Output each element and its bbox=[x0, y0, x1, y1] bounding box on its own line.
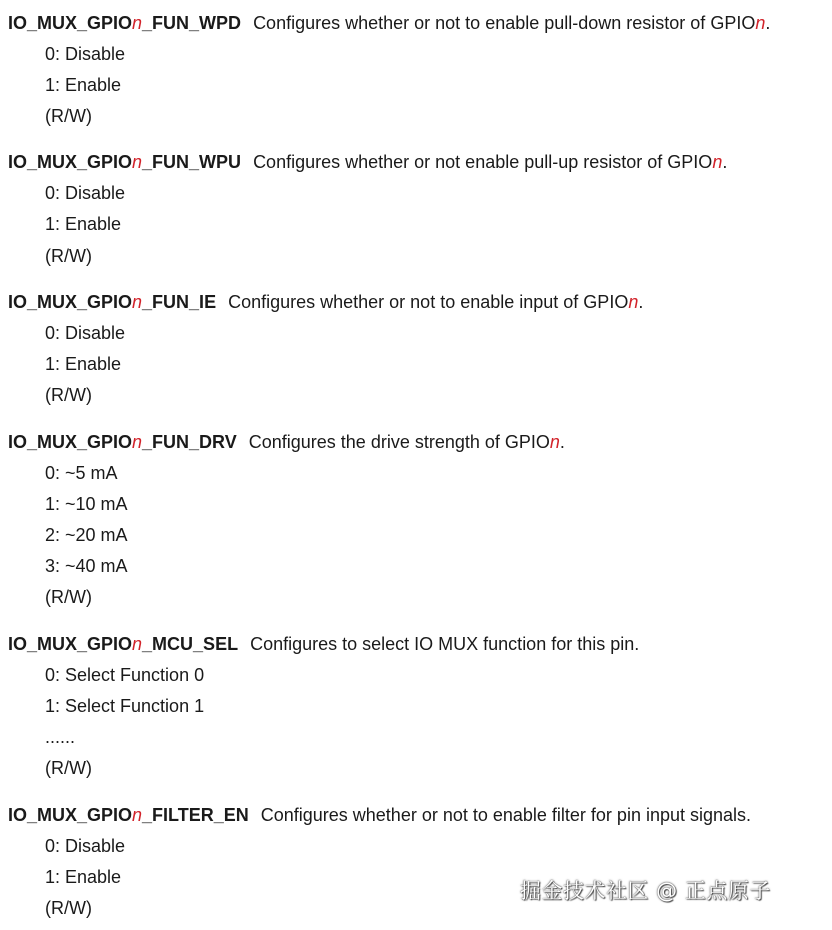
description-text: Configures whether or not to enable input of GPIO bbox=[228, 292, 629, 312]
field-name bbox=[8, 634, 238, 654]
field-name bbox=[8, 432, 237, 452]
field-name-suffix: _FUN_DRV bbox=[142, 432, 237, 452]
field-mcu-sel bbox=[8, 632, 639, 656]
description-n: n bbox=[549, 432, 560, 452]
field-value-line: 1: ~10 mA bbox=[45, 494, 128, 514]
field-fun-wpu bbox=[8, 150, 727, 174]
field-access-mode: (R/W) bbox=[45, 587, 92, 607]
field-fun-wpd bbox=[8, 11, 770, 35]
field-description bbox=[253, 152, 727, 172]
field-access-mode: (R/W) bbox=[45, 246, 92, 266]
field-value-line: 1: Enable bbox=[45, 214, 122, 234]
field-description bbox=[261, 805, 751, 825]
field-name bbox=[8, 13, 241, 33]
description-n: n bbox=[755, 13, 766, 33]
field-name-suffix: _FUN_WPU bbox=[142, 152, 242, 172]
field-header bbox=[8, 11, 770, 35]
watermark: 掘金技术社区 @ 正点原子 bbox=[520, 879, 771, 903]
field-name-n: n bbox=[132, 432, 143, 452]
description-end: . bbox=[722, 152, 728, 172]
field-name-n: n bbox=[132, 13, 143, 33]
field-name-suffix: _FUN_IE bbox=[142, 292, 217, 312]
field-description bbox=[249, 432, 565, 452]
field-value-line: 1: Enable bbox=[45, 867, 122, 887]
field-value-line: 0: Disable bbox=[45, 44, 126, 64]
description-end: . bbox=[765, 13, 771, 33]
field-value-line: 0: Disable bbox=[45, 323, 126, 343]
field-header bbox=[8, 150, 727, 174]
field-name-prefix: IO_MUX_GPIO bbox=[8, 152, 133, 172]
description-text: Configures whether or not to enable pull-down resistor of GPIO bbox=[253, 13, 756, 33]
description-text: Configures the drive strength of GPIO bbox=[248, 432, 550, 452]
description-n: n bbox=[712, 152, 723, 172]
field-name-prefix: IO_MUX_GPIO bbox=[8, 805, 133, 825]
field-value-line: 3: ~40 mA bbox=[45, 556, 128, 576]
field-filter-en bbox=[8, 803, 751, 827]
field-value-line: 1: Enable bbox=[45, 75, 122, 95]
field-name-prefix: IO_MUX_GPIO bbox=[8, 292, 133, 312]
description-end: . bbox=[559, 432, 565, 452]
field-name-prefix: IO_MUX_GPIO bbox=[8, 634, 133, 654]
field-value-line: 1: Select Function 1 bbox=[45, 696, 205, 716]
description-text: Configures whether or not enable pull-up resistor of GPIO bbox=[253, 152, 713, 172]
field-header bbox=[8, 430, 565, 454]
field-header bbox=[8, 290, 643, 314]
field-name-suffix: _FUN_WPD bbox=[142, 13, 242, 33]
field-fun-ie bbox=[8, 290, 643, 314]
field-access-mode: (R/W) bbox=[45, 898, 92, 918]
field-name-prefix: IO_MUX_GPIO bbox=[8, 432, 133, 452]
description-text: Configures whether or not to enable filter for pin input signals. bbox=[260, 805, 752, 825]
field-value-line: 0: Select Function 0 bbox=[45, 665, 205, 685]
field-access-mode: (R/W) bbox=[45, 106, 92, 126]
field-fun-drv bbox=[8, 430, 565, 454]
field-access-mode: (R/W) bbox=[45, 385, 92, 405]
field-name-suffix: _FILTER_EN bbox=[142, 805, 249, 825]
description-end: . bbox=[638, 292, 644, 312]
field-header bbox=[8, 803, 751, 827]
field-value-line: 2: ~20 mA bbox=[45, 525, 128, 545]
field-value-line: 0: Disable bbox=[45, 183, 126, 203]
field-name bbox=[8, 805, 249, 825]
field-name bbox=[8, 292, 216, 312]
field-name-n: n bbox=[132, 292, 143, 312]
field-value-line: 0: ~5 mA bbox=[45, 463, 118, 483]
field-header bbox=[8, 632, 639, 656]
field-name-n: n bbox=[132, 152, 143, 172]
field-description bbox=[228, 292, 643, 312]
field-description bbox=[250, 634, 639, 654]
field-access-mode: (R/W) bbox=[45, 758, 92, 778]
field-value-ellipsis: ...... bbox=[45, 727, 76, 747]
field-description bbox=[253, 13, 770, 33]
field-name bbox=[8, 152, 241, 172]
description-text: Configures to select IO MUX function for this pin. bbox=[250, 634, 640, 654]
description-n: n bbox=[628, 292, 639, 312]
field-name-prefix: IO_MUX_GPIO bbox=[8, 13, 133, 33]
field-name-n: n bbox=[132, 634, 143, 654]
field-name-suffix: _MCU_SEL bbox=[142, 634, 239, 654]
field-value-line: 1: Enable bbox=[45, 354, 122, 374]
field-value-line: 0: Disable bbox=[45, 836, 126, 856]
field-name-n: n bbox=[132, 805, 143, 825]
